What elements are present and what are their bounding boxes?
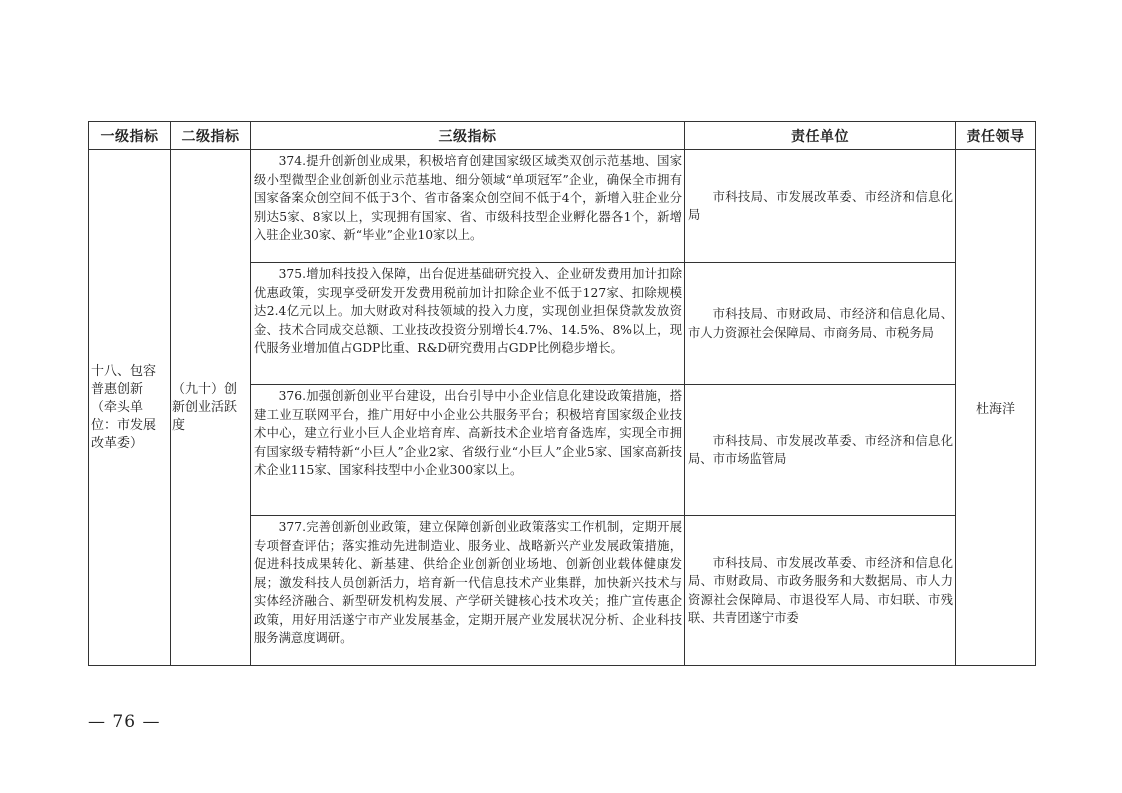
indicator-375 [251,263,685,385]
page-number: — 76 — [88,712,161,732]
level2-cell: （九十）创新创业活跃度 [171,150,251,666]
unit-text: 市科技局、市发展改革委、市经济和信息化局 [688,189,953,222]
header-level2: 二级指标 [171,122,251,150]
header-responsible-leader: 责任领导 [956,122,1036,150]
unit-377 [685,516,956,666]
indicator-374 [251,150,685,263]
unit-text: 市科技局、市财政局、市经济和信息化局、市人力资源社会保障局、市商务局、市税务局 [688,307,953,340]
indicator-text: 375.增加科技投入保障，出台促进基础研究投入、企业研发费用加计扣除优惠政策，实现享受研发开发费用税前加计扣除企业不低于127家、扣除规模达2.4亿元以上。加大财政对科技领域的投入力度，实现创业担保贷款发放资金、技术合同成交总额、工业技改投资分别增长4.7%、14.5%、8%以上，现代服务业增加值占GDP比重、R&D研究费用占GDP比例稳步增长。 [254,267,682,355]
indicator-376 [251,385,685,516]
unit-375 [685,263,956,385]
indicator-377 [251,516,685,666]
indicator-table [88,121,1036,666]
header-row [89,122,1036,150]
unit-374 [685,150,956,263]
table-row [89,150,1036,263]
unit-text: 市科技局、市发展改革委、市经济和信息化局、市市场监管局 [688,433,953,466]
leader-cell: 杜海洋 [956,150,1036,666]
unit-376 [685,385,956,516]
header-level3: 三级指标 [251,122,685,150]
unit-text: 市科技局、市发展改革委、市经济和信息化局、市财政局、市政务服务和大数据局、市人力资源社会保障局、市退役军人局、市妇联、市残联、共青团遂宁市委 [688,555,953,625]
indicator-text: 377.完善创新创业政策，建立保障创新创业政策落实工作机制，定期开展专项督查评估；落实推动先进制造业、服务业、战略新兴产业发展政策措施，促进科技成果转化、新基建、供给企业创新创业场地、创新创业载体健康发展；激发科技人员创新活力，培育新一代信息技术产业集群，加快新兴技术与实体经济融合、新型研发机构发展、产学研关键核心技术攻关；推广宣传惠企政策，用好用活遂宁市产业发展基金，定期开展产业发展状况分析、企业科技服务满意度调研。 [254,520,682,645]
header-level1: 一级指标 [89,122,171,150]
indicator-text: 374.提升创新创业成果，积极培育创建国家级区域类双创示范基地、国家级小型微型企业创新创业示范基地、细分领域“单项冠军”企业，确保全市拥有国家备案众创空间不低于3个、省市备案众创空间不低于4个，新增入驻企业分别达5家、8家以上，实现拥有国家、省、市级科技型企业孵化器各1个，新增入驻企业30家、新“毕业”企业10家以上。 [254,154,682,242]
indicator-text: 376.加强创新创业平台建设，出台引导中小企业信息化建设政策措施，搭建工业互联网平台，推广用好中小企业公共服务平台；积极培育国家级企业技术中心，建立行业小巨人企业培育库、高新技术企业培育备选库，实现全市拥有国家级专精特新“小巨人”企业2家、省级行业“小巨人”企业5家、国家高新技术企业115家、国家科技型中小企业300家以上。 [254,389,682,477]
level1-cell: 十八、包容普惠创新（牵头单位：市发展改革委） [89,150,171,666]
header-responsible-unit: 责任单位 [685,122,956,150]
